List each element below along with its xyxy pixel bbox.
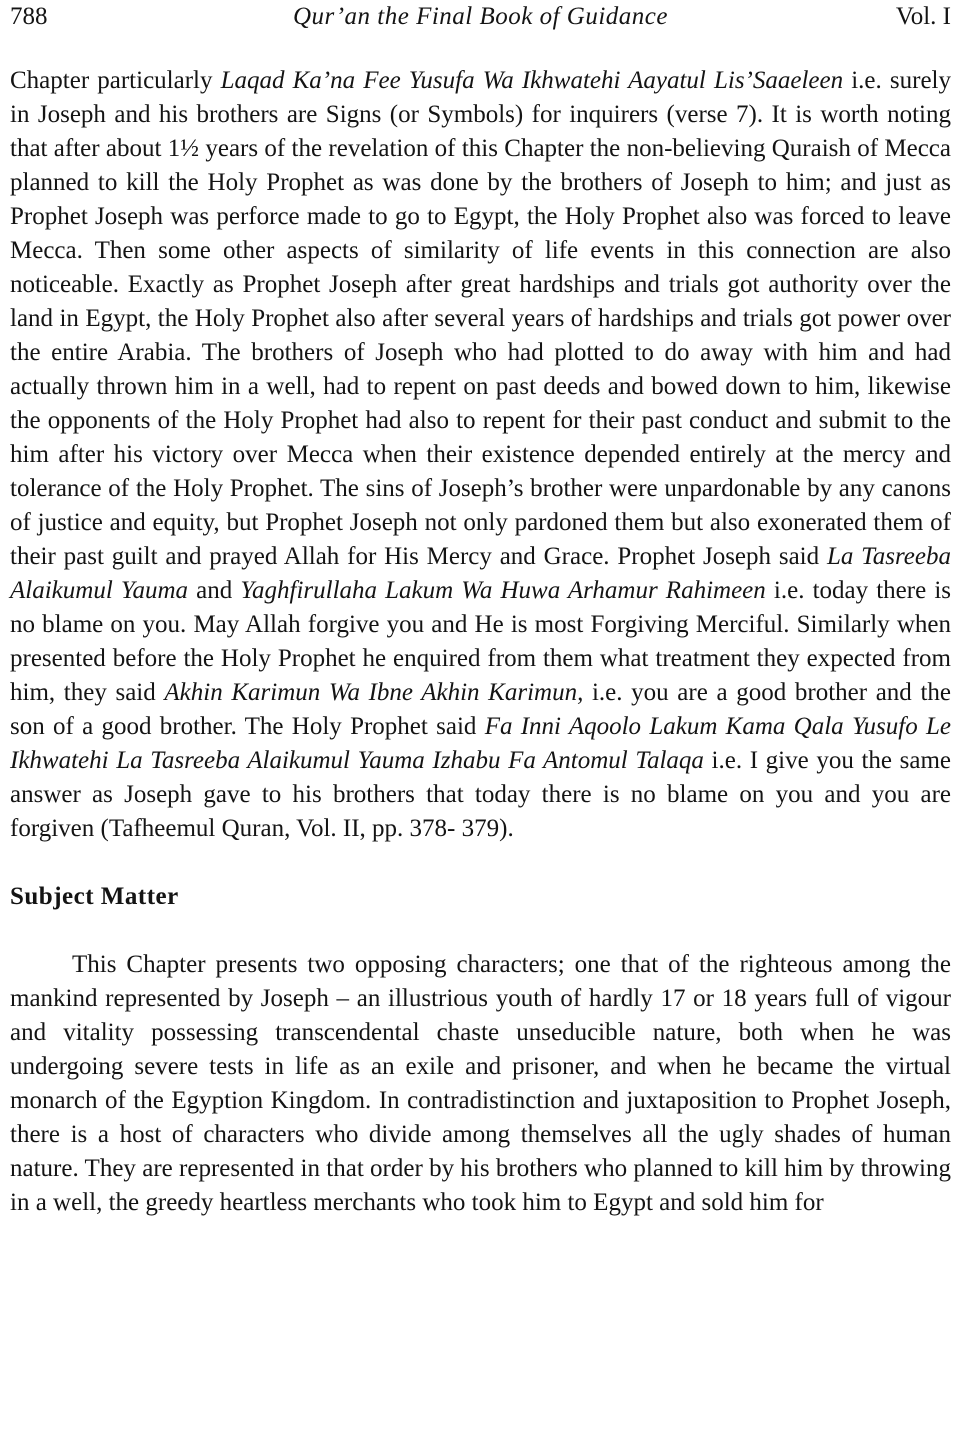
text-run: i.e. surely in Joseph and his brothers are Signs (or Symbols) for inquirers (verse 7). It is worth noting that after about 1½ years of the revelation of this Chapter the non-believing Quraish of Mecca planned to kill the Holy Prophet as was done by the brothers of Joseph to him; and just as Prophet Joseph was perforce made to go to Egypt, the Holy Prophet also was forced to leave Mecca. Then some other aspects of similarity of life events in this connection are also noticeable. Exactly as Prophet Joseph after great hardships and trials got authority over the land in Egypt, the Holy Prophet also after several years of hardships and trials got power over the entire Arabia. The brothers of Joseph who had plotted to do away with him and had actually thrown him in a well, had to repent on past deeds and bowed down to him, likewise the opponents of the Holy Prophet had also to repent for their past conduct and submit to the him after his victory over Mecca when their existence depended entirely at the mercy and tolerance of the Holy Prophet. The sins of Joseph’s brother were unpardonable by any canons of justice and equity, but Prophet Joseph not only pardoned them but also exonerated them of their past guilt and prayed Allah for His Mercy and Grace. Prophet Joseph said (10, 67, 951, 570)
volume-label: Vol. I (895, 3, 951, 30)
transliteration-run: Akhin Karimun Wa Ibne Akhin Karimun, (164, 679, 584, 706)
text-run: i.e. today there is no blame on you. May Allah forgive you and He is most Forgiving Merciful. Similarly when presented before the Holy Prophet he enquired from them what treatment they expected from him, they said (10, 577, 951, 706)
transliteration-run: Yaghfirullaha Lakum Wa Huwa Arhamur Rahimeen (240, 577, 766, 604)
body-paragraph-1 (10, 64, 951, 846)
transliteration-run: Laqad Ka’na Fee Yusufa Wa Ikhwatehi Aayatul Lis’Saaeleen (220, 67, 844, 94)
body-paragraph-2: This Chapter presents two opposing characters; one that of the righteous among the mankind represented by Joseph – an illustrious youth of hardly 17 or 18 years full of vigour and vitality possessing transcendental chaste unseducible nature, both when he was undergoing severe tests in life as an exile and prisoner, and when he became the virtual monarch of the Egyption Kingdom. In contradistinction and juxtaposition to Prophet Joseph, there is a host of characters who divide among themselves all the ugly shades of human nature. They are represented in that order by his brothers who planned to kill him by throwing in a well, the greedy heartless merchants who took him to Egypt and sold him for (10, 951, 951, 1216)
book-title: Qur’an the Final Book of Guidance (293, 3, 668, 30)
page-number: 788 (10, 3, 48, 30)
transliteration-run: Fa Inni Aqoolo Lakum Kama Qala Yusufo Le Ikhwatehi La Tasreeba Alaikumul Yauma Izhabu Fa Antomul Talaqa (10, 713, 952, 774)
text-run: i.e. I give you the same answer as Joseph gave to his brothers that today there is no blame on you and you are forgiven (Tafheemul Quran, Vol. II, pp. 378- 379). (10, 747, 951, 842)
text-run: and (188, 577, 241, 604)
transliteration-run: La Tasreeba Alaikumul Yauma (10, 543, 951, 604)
running-header (10, 0, 951, 34)
text-run: Chapter particularly (10, 67, 221, 94)
section-heading: Subject Matter (10, 883, 179, 910)
text-run: i.e. you are a good brother and the son of a good brother. The Holy Prophet said (10, 679, 951, 740)
